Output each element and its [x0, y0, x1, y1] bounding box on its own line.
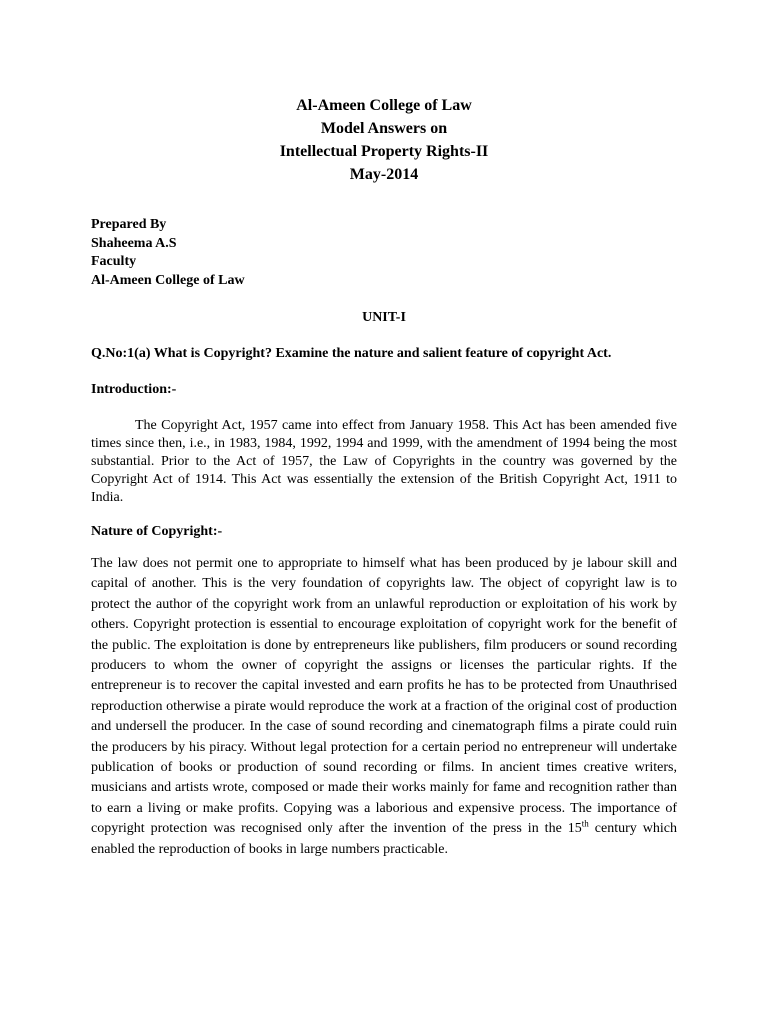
nature-text-part-2: century which enabled the reproduction of books in large numbers practicable.	[91, 821, 677, 857]
unit-heading: UNIT-I	[362, 310, 406, 325]
prepared-by-label: Prepared By	[91, 217, 167, 232]
college-name: Al-Ameen College of Law	[296, 97, 472, 114]
document-subtitle: Model Answers on	[320, 120, 448, 137]
introduction-heading: Introduction:-	[91, 382, 177, 397]
author-institution: Al-Ameen College of Law	[91, 272, 245, 288]
question-heading: Q.No:1(a) What is Copyright? Examine the nature and salient feature of copyright Act.	[91, 346, 612, 361]
document-title-block	[91, 94, 677, 186]
author-role: Faculty	[91, 254, 137, 269]
nature-heading: Nature of Copyright:-	[91, 524, 223, 539]
author-block	[91, 216, 677, 290]
ordinal-superscript: th	[581, 818, 589, 829]
exam-date: May-2014	[349, 166, 419, 183]
subject-title: Intellectual Property Rights-II	[279, 143, 489, 160]
introduction-paragraph: The Copyright Act, 1957 came into effect from January 1958. This Act has been amended five times since then, i.e., in 1983, 1984, 1992, 1994 and 1999, with the amendment of 1994 being the most substantial. Prior to the Act of 1957, the Law of Copyrights in the country was governed by the Copyright Act of 1914. This Act was essentially the extension of the British Copyright Act, 1911 to India.	[91, 418, 677, 505]
nature-text-part-1: The law does not permit one to appropriate to himself what has been produced by je labour skill and capital of another. This is the very foundation of copyrights law. The object of copyright law is to protect the author of the copyright work from an unlawful reproduction or exploitation of his work by others. Copyright protection is essential to encourage exploitation of copyright work for the benefit of the public. The exploitation is done by entrepreneurs like publishers, film producers or sound recording producers to whom the owner of copyright the assigns or licenses the particular rights. If the entrepreneur is to recover the capital invested and earn profits he has to be protected from Unauthrised reproduction otherwise a pirate would reproduce the work at a fraction of the original cost of production and undersell the producer. In the case of sound recording and cinematograph films a pirate could ruin the producers by his piracy. Without legal protection for a certain period no entrepreneur will undertake publication of books or production of sound recording or films. In ancient times creative writers, musicians and artists wrote, composed or made their works mainly for fame and recognition rather than to earn a living or make profits. Copying was a laborious and expensive process. The importance of copyright protection was recognised only after the invention of the press in the 15	[91, 556, 677, 837]
author-name: Shaheema A.S	[91, 235, 177, 251]
nature-paragraph	[91, 554, 677, 860]
